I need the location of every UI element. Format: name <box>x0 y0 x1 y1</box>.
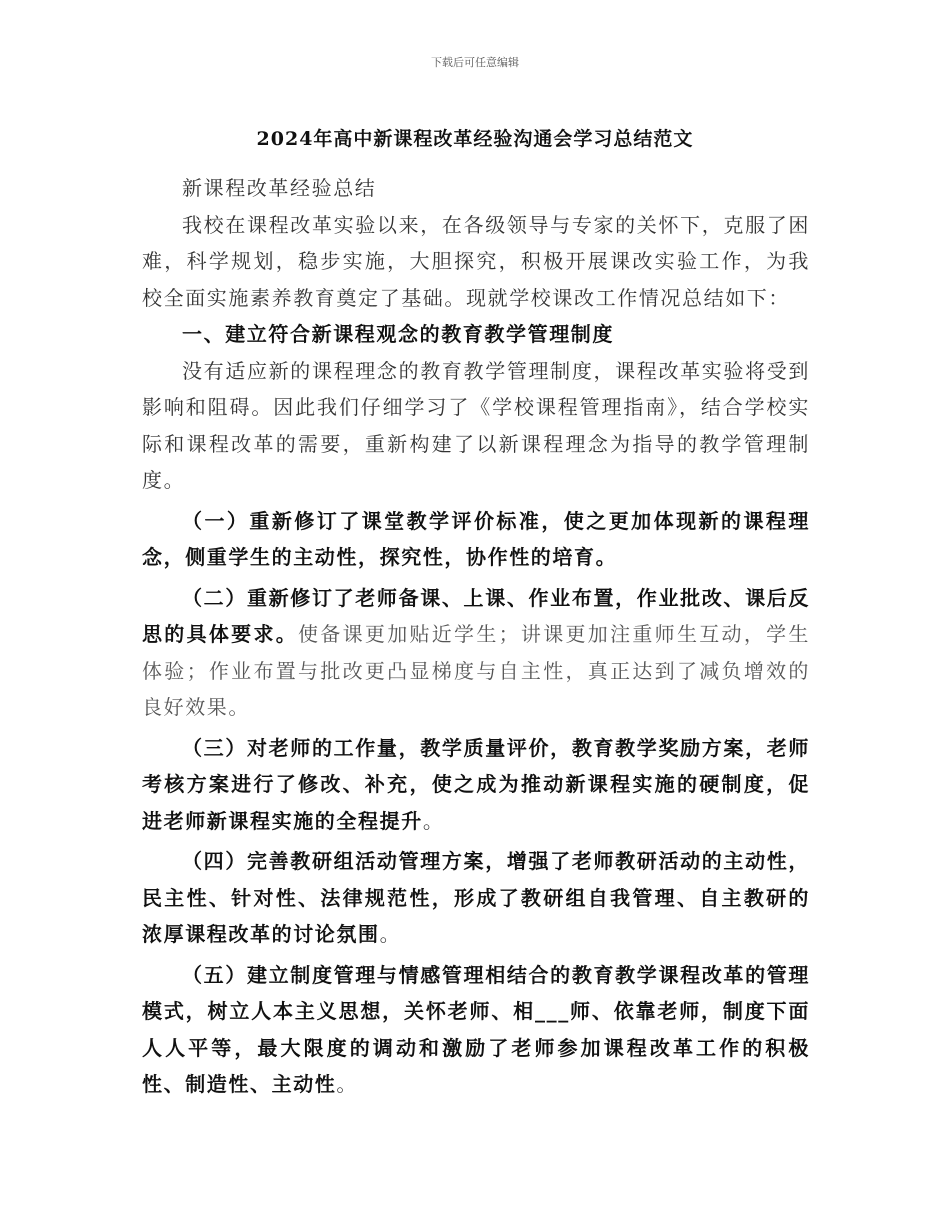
item-2-paragraph <box>142 580 810 726</box>
item-1-paragraph: （一）重新修订了课堂教学评价标准，使之更加体现新的课程理念，侧重学生的主动性，探究性，协作性的培育。 <box>142 508 810 569</box>
section-1-heading: 一、建立符合新课程观念的教育教学管理制度 <box>182 322 614 346</box>
document-body <box>142 170 810 1103</box>
intro-paragraph: 我校在课程改革实验以来，在各级领导与专家的关怀下，克服了困难，科学规划，稳步实施，大胆探究，积极开展课改实验工作，为我校全面实施素养教育奠定了基础。现就学校课改工作情况总结如下： <box>142 212 810 310</box>
item-4-end-punctuation: 。 <box>379 922 402 946</box>
item-3-paragraph <box>142 730 810 840</box>
item-4-bold-text: （四）完善教研组活动管理方案，增强了老师教研活动的主动性，民主性、针对性、法律规范性，形成了教研组自我管理、自主教研的浓厚课程改革的讨论氛围 <box>142 849 810 946</box>
section-1-body: 没有适应新的课程理念的教育教学管理制度，课程改革实验将受到影响和阻碍。因此我们仔细学习了《学校课程管理指南》，结合学校实际和课程改革的需要，重新构建了以新课程理念为指导的教学管理制度。 <box>142 358 810 492</box>
item-5-end-punctuation: 。 <box>336 1072 359 1096</box>
item-2-bold-text: （二）重新修订了老师备课、上课、作业布置，作业批改、课后反思的具体要求。 <box>142 585 810 646</box>
item-5-bold-text: （五）建立制度管理与情感管理相结合的教育教学课程改革的管理模式，树立人本主义思想，关怀老师、相___师、依靠老师，制度下面人人平等，最大限度的调动和激励了老师参加课程改革工作的积极性、制造性、主动性 <box>142 962 810 1096</box>
document-title: 2024年高中新课程改革经验沟通会学习总结范文 <box>256 128 694 150</box>
page-header: 下载后可任意编辑 <box>431 56 519 69</box>
item-2-regular-text: 使备课更加贴近学生；讲课更加注重师生互动，学生体验；作业布置与批改更凸显梯度与自主性，真正达到了减负增效的良好效果。 <box>142 622 810 719</box>
item-3-end-punctuation: 。 <box>422 808 445 833</box>
subtitle-paragraph: 新课程改革经验总结 <box>182 176 377 200</box>
item-5-paragraph <box>142 957 810 1103</box>
item-3-bold-text: （三）对老师的工作量，教学质量评价，教育教学奖励方案，老师考核方案进行了修改、补充，使之成为推动新课程实施的硬制度，促进老师新课程实施的全程提升 <box>142 735 810 833</box>
item-4-paragraph <box>142 843 810 953</box>
